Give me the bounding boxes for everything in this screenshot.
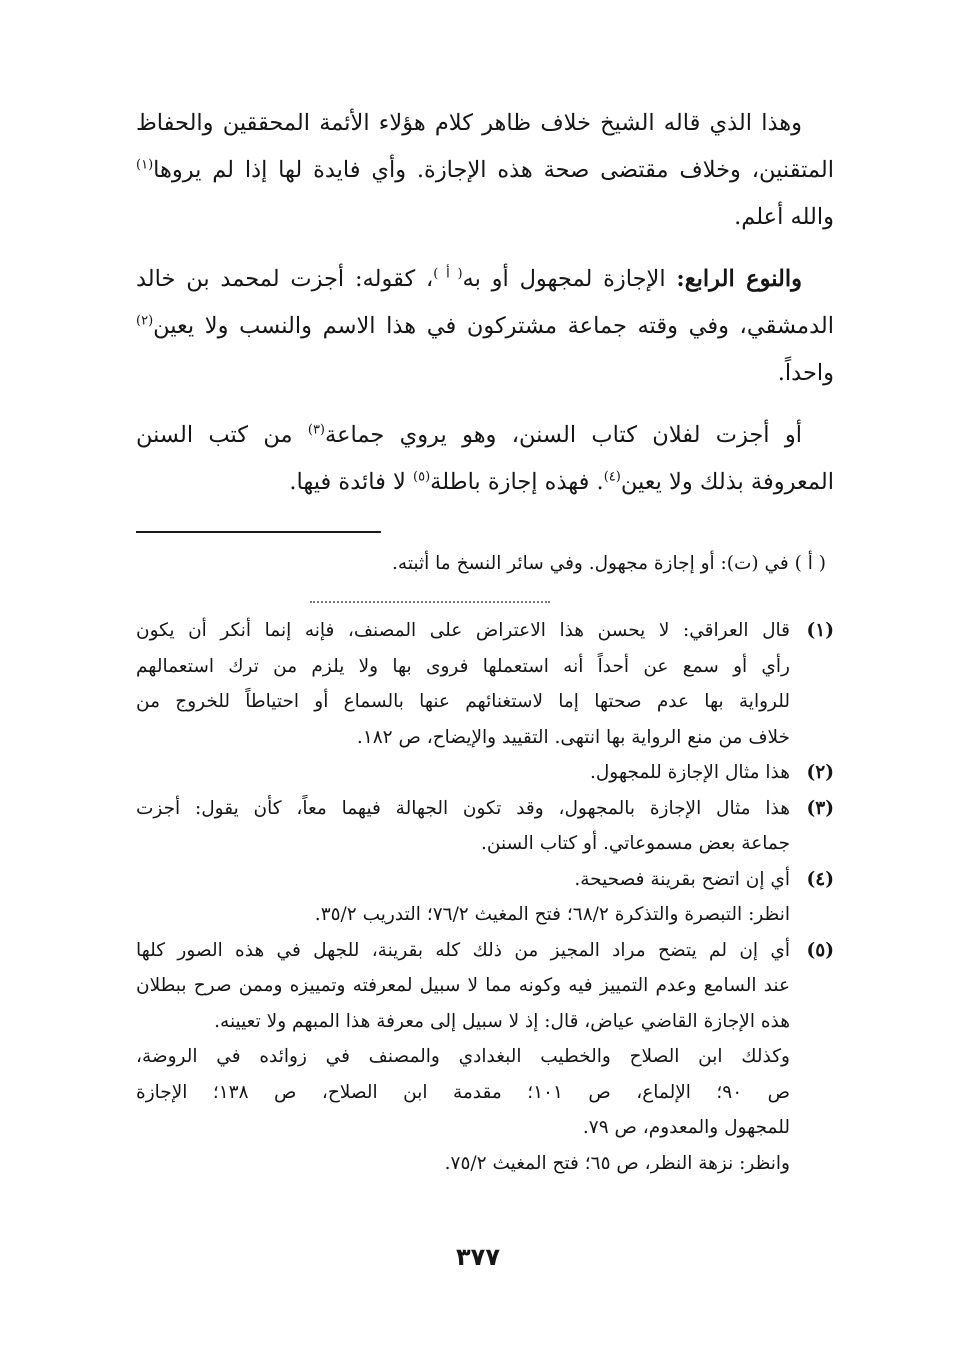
footnotes-list bbox=[136, 613, 834, 1181]
footnote-line: هذه الإجازة القاضي عياض، قال: إذ لا سبيل إلى معرفة هذا المبهم ولا تعيينه. bbox=[214, 1010, 790, 1032]
footnote-ref-2: (٢) bbox=[136, 313, 154, 329]
footnote-ref-1: (١) bbox=[136, 157, 154, 173]
paragraph-2-tail: واحداً. bbox=[777, 360, 834, 386]
footnote-ref-4: (٤) bbox=[603, 469, 621, 485]
variant-ref-a: ( أ ) bbox=[433, 266, 463, 282]
footnote-4 bbox=[136, 862, 834, 933]
footnote-2 bbox=[136, 755, 834, 791]
footnote-body bbox=[136, 613, 790, 755]
paragraph-2-text: الإجازة لمجهول أو به bbox=[462, 266, 677, 292]
footnote-separator-rule bbox=[136, 531, 381, 533]
paragraph-1-text: وهذا الذي قاله الشيخ خلاف ظاهر كلام هؤلاء الأئمة المحققين والحفاظ المتقنين، وخلاف مقتضى صحة هذه الإجازة. وأي فايدة لها إذا لم يروها bbox=[136, 110, 834, 183]
dotted-separator-wrap bbox=[136, 583, 834, 603]
footnote-line: خلاف من منع الرواية بها انتهى. التقييد والإيضاح، ص ١٨٢. bbox=[356, 726, 790, 748]
footnote-body bbox=[136, 862, 790, 933]
page-body bbox=[136, 100, 834, 1181]
footnote-ref-5: (٥) bbox=[413, 469, 431, 485]
paragraph-3 bbox=[136, 412, 834, 506]
footnote-3 bbox=[136, 791, 834, 862]
footnote-line: عند السامع وعدم التمييز فيه وكونه مما لا سبيل لمعرفته وتمييزه وممن صرح ببطلان bbox=[136, 975, 790, 996]
footnote-line: للمجهول والمعدوم، ص ٧٩. bbox=[582, 1117, 790, 1138]
footnote-line: للرواية بها عدم صحتها إما لاستغنائهم عنها بالسماع أو احتياطاً للخروج من bbox=[136, 691, 790, 712]
footnote-line: انظر: التبصرة والتذكرة ٦٨/٢؛ فتح المغيث ٧٦/٢؛ التدريب ٣٥/٢. bbox=[314, 904, 790, 925]
footnote-line: وكذلك ابن الصلاح والخطيب البغدادي والمصنف في زوائده في الروضة، bbox=[136, 1046, 790, 1067]
footnote-ref-3: (٣) bbox=[307, 422, 325, 438]
footnote-line: ص ٩٠؛ الإلماع، ص ١٠١؛ مقدمة ابن الصلاح، ص ١٣٨؛ الإجازة bbox=[136, 1081, 790, 1103]
paragraph-1 bbox=[136, 100, 834, 241]
footnote-line: هذا مثال الإجازة بالمجهول، وقد تكون الجهالة فيهما معاً، كأن يقول: أجزت bbox=[136, 797, 790, 819]
footnote-line: هذا مثال الإجازة للمجهول. bbox=[589, 762, 790, 783]
footnote-number: (١) bbox=[806, 620, 834, 641]
dotted-separator bbox=[310, 601, 550, 603]
footnote-body bbox=[136, 933, 790, 1182]
paragraph-2-middle: ، كقوله: أجزت لمحمد بن خالد الدمشقي، وفي وقته جماعة مشتركون في هذا الاسم والنسب ولا يعين bbox=[136, 266, 834, 339]
paragraph-3-middle-2: . فهذه إجازة باطلة bbox=[430, 469, 604, 495]
paragraph-1-tail: والله أعلم. bbox=[734, 204, 834, 230]
footnote-body bbox=[136, 791, 790, 862]
variant-note: ( أ ) في (ت): أو إجازة مجهول. وفي سائر النسخ ما أثبته. bbox=[392, 553, 826, 574]
footnote-line: قال العراقي: لا يحسن هذا الاعتراض على المصنف، فإنه إنما أنكر أن يكون bbox=[136, 620, 790, 641]
footnote-number: (٣) bbox=[806, 797, 834, 819]
page-number: ٣٧٧ bbox=[456, 1243, 500, 1271]
paragraph-2-heading: والنوع الرابع: bbox=[676, 266, 802, 292]
paragraph-3-middle: من كتب السنن المعروفة بذلك ولا يعين bbox=[136, 422, 834, 495]
footnote-number: (٥) bbox=[806, 939, 834, 961]
footnote-number: (٤) bbox=[806, 868, 834, 890]
paragraph-3-text: أو أجزت لفلان كتاب السنن، وهو يروي جماعة bbox=[325, 422, 803, 448]
footnote-number: (٢) bbox=[806, 762, 834, 783]
footnote-5 bbox=[136, 933, 834, 1182]
paragraph-2 bbox=[136, 256, 834, 397]
footnote-line: رأي أو سمع عن أحداً أنه استعملها فروى بها ولا يلزم من ترك استعمالهم bbox=[136, 655, 790, 677]
footnote-line: وانظر: نزهة النظر، ص ٦٥؛ فتح المغيث ٧٥/٢. bbox=[444, 1152, 790, 1174]
footnote-body bbox=[136, 755, 790, 791]
footnote-line: أي إن اتضح بقرينة فصحيحة. bbox=[574, 868, 790, 890]
footnote-line: جماعة بعض مسموعاتي. أو كتاب السنن. bbox=[481, 833, 790, 854]
footnote-separator-wrap bbox=[136, 506, 834, 533]
footnote-line: أي إن لم يتضح مراد المجيز من ذلك كله بقرينة، للجهل في هذه الصور كلها bbox=[136, 939, 790, 961]
paragraph-3-tail: لا فائدة فيها. bbox=[289, 469, 414, 495]
footnote-1 bbox=[136, 613, 834, 755]
